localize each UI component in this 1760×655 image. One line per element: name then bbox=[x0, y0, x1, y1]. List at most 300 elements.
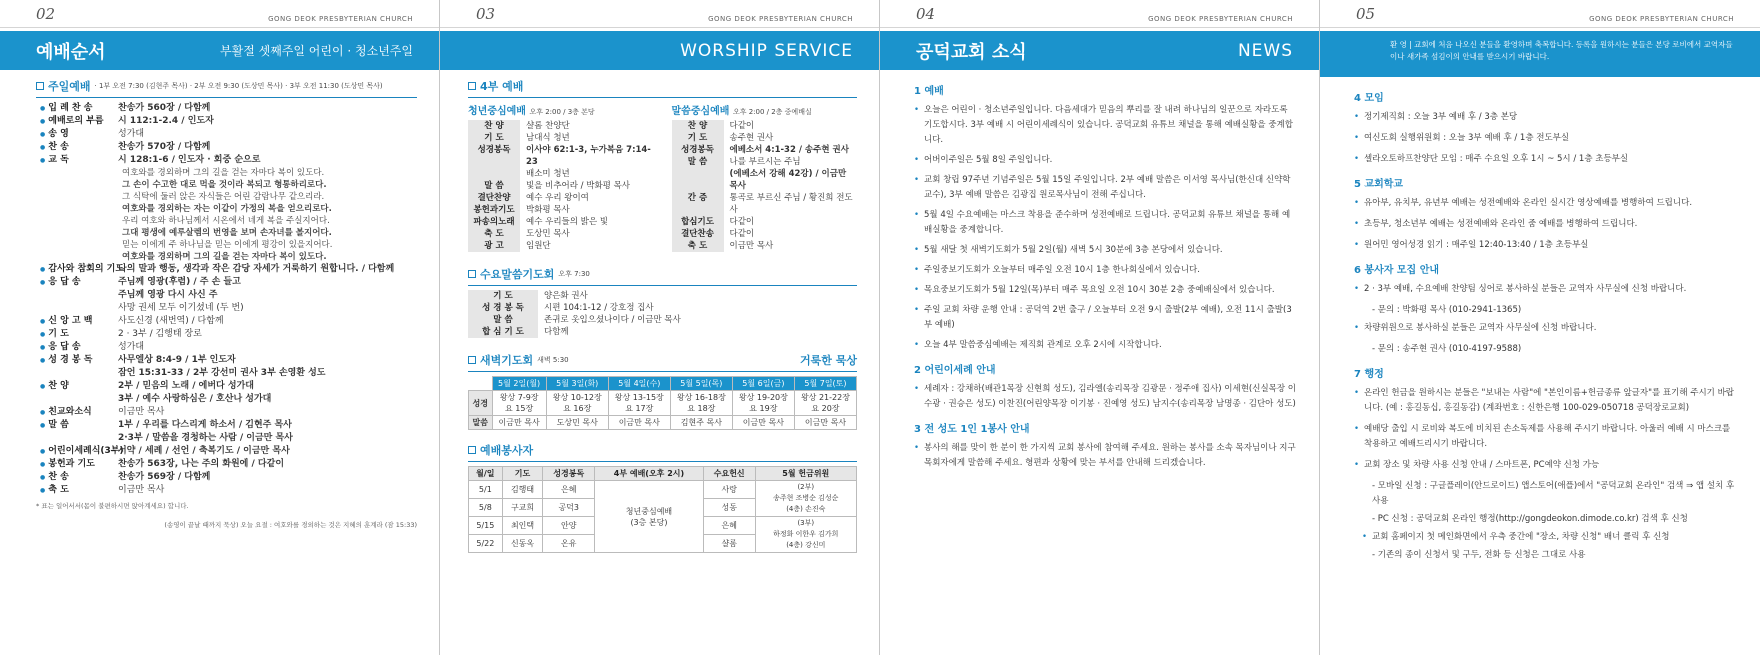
row-value: (에베소서 강해 42강) / 이금만 목사 bbox=[729, 169, 847, 191]
page-title: 예배순서 bbox=[36, 41, 106, 63]
square-bullet-icon bbox=[468, 446, 476, 454]
page-number: 02 bbox=[36, 5, 56, 23]
day-header: 5월 3일(화) bbox=[546, 377, 608, 391]
service-row bbox=[468, 314, 728, 326]
worship-row bbox=[36, 276, 417, 289]
worship-row bbox=[36, 141, 417, 154]
worship-row bbox=[36, 115, 417, 128]
row-label: ● 기 도 bbox=[40, 329, 69, 339]
preacher-cell: 이금만 목사 bbox=[608, 416, 670, 430]
running-head bbox=[440, 0, 879, 28]
row-value: 1부 / 우리를 다스리게 하소서 / 김현주 목사 bbox=[118, 420, 292, 430]
worship-row bbox=[36, 432, 417, 445]
fourth-service-cell: 청년중심예배 (3층 본당) bbox=[595, 481, 704, 553]
row-label: ● 찬 송 bbox=[40, 142, 69, 152]
list-item: - 문의 : 송주현 권사 (010-4197-9588) bbox=[1354, 342, 1738, 357]
bullet-icon: • bbox=[914, 443, 920, 453]
page-02 bbox=[0, 0, 440, 655]
page-number: 04 bbox=[916, 5, 936, 23]
news-list bbox=[1354, 196, 1738, 253]
service-row bbox=[672, 132, 858, 144]
service-row bbox=[672, 120, 858, 132]
band-label: NEWS bbox=[1237, 40, 1293, 61]
row-label bbox=[36, 432, 118, 445]
row-value: 찬송가 570장 / 다함께 bbox=[118, 142, 211, 152]
list-item: • 어버이주일은 5월 8일 주일입니다. bbox=[914, 153, 1297, 168]
row-label bbox=[468, 168, 520, 180]
bullet-icon: ● bbox=[40, 118, 46, 125]
row-value: 이금만 목사 bbox=[118, 407, 165, 417]
prayer-cell: 구교희 bbox=[502, 499, 543, 517]
worship-row bbox=[36, 471, 417, 484]
row-label bbox=[36, 302, 118, 315]
bullet-icon: • bbox=[1354, 154, 1360, 164]
row-value: 잠언 15:31-33 / 2부 강선미 권사 3부 손영환 성도 bbox=[118, 368, 326, 378]
scripture-cell: 왕상 21-22장 요 20장 bbox=[794, 391, 856, 416]
row-value: 샬롬 찬양단 bbox=[526, 121, 570, 131]
news-heading: 2 어린이세례 안내 bbox=[914, 365, 996, 376]
row-label: ● 찬 송 bbox=[40, 472, 69, 482]
list-item: • 교회 창립 97주년 기념주일은 5월 15일 주일입니다. 2부 예배 말씀은 이서영 목사님(한신대 신약학 교수), 3부 예배 말씀은 김광집 원로목사님이 전해 주십니다. bbox=[914, 173, 1297, 203]
list-item: • 예배당 출입 시 로비와 복도에 비치된 손소독제를 사용해 주시기 바랍니다. 아울러 예배 시 마스크를 착용하고 예배드리시기 바랍니다. bbox=[1354, 422, 1738, 452]
service-row bbox=[468, 168, 654, 180]
col-header: 기도 bbox=[502, 467, 543, 481]
footnote: (송영이 끝날 때까지 묵상) 오늘 요절 : 여호와를 경외하는 것은 지혜의 훈계라 (잠 15:33) bbox=[164, 521, 417, 529]
worship-row bbox=[36, 380, 417, 393]
service-row bbox=[468, 290, 728, 302]
service-row bbox=[672, 168, 858, 192]
worship-row bbox=[36, 393, 417, 406]
row-label: 기 도 bbox=[468, 132, 520, 144]
worship-row bbox=[36, 484, 417, 497]
news-heading: 7 행정 bbox=[1354, 369, 1384, 380]
service-row bbox=[468, 326, 728, 338]
row-label: ● 교 독 bbox=[40, 155, 69, 165]
bullet-icon: ● bbox=[40, 474, 46, 481]
row-value: 3부 / 예수 사랑하심은 / 호산나 성가대 bbox=[118, 394, 272, 404]
square-bullet-icon bbox=[468, 356, 476, 364]
row-label: ● 축 도 bbox=[40, 485, 69, 495]
news-list bbox=[914, 441, 1297, 471]
row-label: ● 성 경 봉 독 bbox=[40, 355, 93, 365]
order-of-worship bbox=[0, 70, 439, 529]
col-header: 월/일 bbox=[469, 467, 503, 481]
bullet-icon bbox=[1362, 303, 1372, 318]
dawn-prayer-table: 5월 2일(월) 5월 3일(화) 5월 4일(수) 5월 5일(목) 5월 6일(금) 5월 7일(토) 성경 왕상 7-9장 요 15장 왕상 10-12장 요 16장 왕상 13-15장 요 17장 왕상 16-18장 요 18장 왕상 19-20장 요 19장 왕상 21-22장 요 20장 말씀 이금만 목사 도상민 목사 이금만 목사 김현주 목사 이금만 목사 이금만 목사 bbox=[468, 376, 857, 430]
bullet-icon: • bbox=[1354, 219, 1360, 229]
bullet-icon: ● bbox=[40, 318, 46, 325]
row-value: 배소미 청년 bbox=[526, 169, 570, 179]
church-name: GONG DEOK PRESBYTERIAN CHURCH bbox=[708, 15, 853, 23]
preacher-cell: 도상민 목사 bbox=[546, 416, 608, 430]
row-value: 2·3부 / 말씀을 경청하는 사람 / 이금만 목사 bbox=[118, 433, 293, 443]
bullet-icon: ● bbox=[40, 279, 46, 286]
row-value: 이금만 목사 bbox=[118, 485, 165, 495]
section-title: 수요말씀기도회 오후 7:30 bbox=[468, 266, 857, 286]
responsive-line: 여호와를 경외하는 자는 이같이 가정의 복을 얻으리로다. bbox=[122, 204, 332, 214]
wed-cell: 샬롬 bbox=[703, 535, 755, 553]
row-label: 축 도 bbox=[468, 228, 520, 240]
bullet-icon: ● bbox=[40, 461, 46, 468]
worship-row bbox=[36, 263, 417, 276]
section-title: 4부 예배 bbox=[468, 78, 857, 98]
list-item: • 주일 교회 차량 운행 안내 : 공덕역 2번 출구 / 오늘부터 오전 9시 출발(2부 예배), 오전 11시 출발(3부 예배) bbox=[914, 303, 1297, 333]
row-label: ● 입 례 찬 송 bbox=[40, 103, 93, 113]
row-value: 이사야 62:1-3, 누가복음 7:14-23 bbox=[526, 145, 651, 167]
row-label: ● 친교와소식 bbox=[40, 407, 92, 417]
reading-cell: 공덕3 bbox=[543, 499, 595, 517]
service-row bbox=[468, 302, 728, 314]
row-value: 빛을 비추어라 / 박화평 목사 bbox=[526, 181, 630, 191]
list-item: • 여신도회 실행위원회 : 오늘 3부 예배 후 / 1층 전도부실 bbox=[1354, 131, 1738, 146]
list-item: • 오늘 4부 말씀중심예배는 제직회 관계로 오후 2시에 시작합니다. bbox=[914, 338, 1297, 353]
news-heading: 4 모임 bbox=[1354, 93, 1384, 104]
service-row bbox=[468, 120, 654, 132]
running-head bbox=[0, 0, 439, 28]
bullet-icon: • bbox=[914, 175, 920, 185]
preacher-cell: 이금만 목사 bbox=[492, 416, 546, 430]
day-header: 5월 6일(금) bbox=[732, 377, 794, 391]
scripture-cell: 왕상 13-15장 요 17장 bbox=[608, 391, 670, 416]
row-value: 다같이 bbox=[729, 229, 755, 239]
row-label: ● 봉헌과 기도 bbox=[40, 459, 95, 469]
square-bullet-icon bbox=[468, 82, 476, 90]
service-row bbox=[468, 132, 654, 144]
title-band bbox=[440, 31, 879, 70]
preacher-cell: 김현주 목사 bbox=[670, 416, 732, 430]
fourth-service bbox=[468, 102, 857, 252]
row-value: 예수 우리 왕이여 bbox=[526, 193, 589, 203]
list-item: • 오늘은 어린이 · 청소년주일입니다. 다음세대가 믿음의 뿌리를 잘 내려 하나님의 일꾼으로 자라도록 기도합시다. 3부 예배 시 어린이세례식이 있습니다. 공덕교회 유튜브 채널을 통해 예배실황을 중계합니다. bbox=[914, 103, 1297, 148]
worship-row bbox=[36, 328, 417, 341]
responsive-reading bbox=[36, 167, 417, 263]
youth-service: 청년중심예배 오후 2:00 / 3층 본당 찬 양 샬롬 찬양단 기 도 남대식 청년 성경봉독 이사야 62:1-3, 누가복음 7:14-23 배소미 청년 말 씀 빛을 비추어라 / 박화평 목사 결단찬양 예수 우리 왕이여 봉헌과기도 박화평 목사 파송의노래 예수 우리들의 밝은 빛 축 도 도상민 목사 광 고 임원단 bbox=[468, 102, 654, 252]
col-header: 4부 예배(오후 2시) bbox=[595, 467, 704, 481]
square-bullet-icon bbox=[36, 82, 44, 90]
bullet-icon: • bbox=[914, 340, 920, 350]
row-label: ● 예배로의 부름 bbox=[40, 116, 104, 126]
service-row bbox=[468, 216, 654, 228]
row-label: 합 심 기 도 bbox=[468, 326, 538, 338]
service-row bbox=[468, 204, 654, 216]
preacher-cell: 이금만 목사 bbox=[794, 416, 856, 430]
wed-cell: 성동 bbox=[703, 499, 755, 517]
row-label: ● 응 답 송 bbox=[40, 342, 81, 352]
welcome-band: 환 영 | 교회에 처음 나오신 분들을 환영하며 축복합니다. 등록을 원하시는 분들은 본당 로비에서 교역자들이나 새가족 섬김이의 안내를 받으시기 바랍니다. bbox=[1320, 31, 1760, 77]
section-title: 주일예배 · 1부 오전 7:30 (김현주 목사) · 2부 오전 9:30 (도상민 목사) · 3부 오전 11:30 (도상민 목사) bbox=[36, 78, 417, 98]
row-label: 말 씀 bbox=[468, 314, 538, 326]
bullet-icon: ● bbox=[40, 357, 46, 364]
list-item: • 온라인 헌금을 원하시는 분들은 "보내는 사람"에 "본인이름+헌금종류 앞글자"를 표기해 주시기 바랍니다. (예 : 홍길동십, 홍길동감) (계좌번호 : 신한은행 100-029-050718 공덕장로교회) bbox=[1354, 386, 1738, 416]
row-label: 결단찬양 bbox=[468, 192, 520, 204]
worship-row bbox=[36, 367, 417, 380]
bullet-icon: • bbox=[914, 210, 920, 220]
row-value: 다같이 bbox=[729, 217, 755, 227]
worship-rows-2 bbox=[36, 263, 417, 497]
row-value: 다같이 bbox=[729, 121, 755, 131]
worship-row bbox=[36, 289, 417, 302]
responsive-line: 그 손이 수고한 대로 먹을 것이라 복되고 형통하리로다. bbox=[122, 180, 327, 190]
row-value: 나를 부르시는 주님 bbox=[729, 157, 801, 167]
scripture-cell: 왕상 7-9장 요 15장 bbox=[492, 391, 546, 416]
prayer-cell: 김행태 bbox=[502, 481, 543, 499]
responsive-line: 믿는 이에게 주 하나님을 믿는 이에게 평강이 있을지어다. bbox=[122, 240, 333, 250]
list-item: • 목요중보기도회가 5월 12일(목)부터 매주 목요일 오전 10시 30분 2층 중예배실에서 있습니다. bbox=[914, 283, 1297, 298]
bullet-icon: • bbox=[1354, 460, 1360, 470]
row-value: 주님께 영광(후렴) / 주 손 들고 bbox=[118, 277, 241, 287]
worship-row bbox=[36, 128, 417, 141]
row-label: 광 고 bbox=[468, 240, 520, 252]
list-item: - PC 신청 : 공덕교회 온라인 행정(http://gongdeokon.dimode.co.kr) 검색 후 신청 bbox=[1354, 512, 1738, 527]
row-label bbox=[36, 367, 118, 380]
row-value: 2부 / 믿음의 노래 / 에버다 성가대 bbox=[118, 381, 254, 391]
row-value: 통곡로 부르신 주님 / 황진희 전도사 bbox=[729, 193, 853, 215]
bullet-icon: • bbox=[914, 285, 920, 295]
day-header: 5월 4일(수) bbox=[608, 377, 670, 391]
running-head bbox=[880, 0, 1319, 28]
dawn-motto: 거룩한 묵상 bbox=[800, 354, 857, 367]
offering-cell: (2부) 송주현 조병순 김성순 (4층) 손진숙 bbox=[755, 481, 856, 517]
title-band bbox=[880, 31, 1319, 70]
news-heading: 6 봉사자 모집 안내 bbox=[1354, 265, 1440, 276]
footnote: * 표는 일어서서(몸이 불편하시면 앉아계세요) 합니다. bbox=[36, 502, 189, 510]
list-item: • 5월 4일 수요예배는 마스크 착용을 준수하며 성전예배로 드립니다. 공덕교회 유튜브 채널을 통해 예배실황을 중계합니다. bbox=[914, 208, 1297, 238]
row-label: 결단찬송 bbox=[672, 228, 724, 240]
bullet-icon bbox=[1362, 342, 1372, 357]
bullet-icon: • bbox=[914, 245, 920, 255]
volunteer-table bbox=[468, 466, 857, 553]
responsive-line: 우리 여호와 하나님께서 시온에서 네게 복을 주실지어다. bbox=[122, 216, 330, 226]
row-label: 성 경 봉 독 bbox=[468, 302, 538, 314]
scripture-cell: 왕상 19-20장 요 19장 bbox=[732, 391, 794, 416]
prayer-cell: 최인택 bbox=[502, 517, 543, 535]
row-label: 합심기도 bbox=[672, 216, 724, 228]
row-value: 찬송가 569장 / 다함께 bbox=[118, 472, 211, 482]
bullet-icon: ● bbox=[40, 344, 46, 351]
row-value: 성가대 bbox=[118, 129, 145, 139]
church-name: GONG DEOK PRESBYTERIAN CHURCH bbox=[1589, 15, 1734, 23]
row-label bbox=[672, 168, 724, 192]
news-heading: 5 교회학교 bbox=[1354, 179, 1404, 190]
list-item: • 차량위원으로 봉사하실 분들은 교역자 사무실에 신청 바랍니다. bbox=[1354, 321, 1738, 336]
bullet-icon: • bbox=[1354, 424, 1360, 434]
bullet-icon: ● bbox=[40, 157, 46, 164]
row-value: 송주현 권사 bbox=[729, 133, 774, 143]
news-list bbox=[914, 103, 1297, 353]
row-label: 성경봉독 bbox=[672, 144, 724, 156]
list-item: • 5월 새달 첫 새벽기도회가 5월 2일(월) 새벽 5시 30분에 3층 본당에서 있습니다. bbox=[914, 243, 1297, 258]
row-label bbox=[36, 393, 118, 406]
wednesday-rows bbox=[468, 290, 728, 338]
row-label: ● 찬 양 bbox=[40, 381, 69, 391]
page-04 bbox=[880, 0, 1320, 655]
service-row bbox=[468, 240, 654, 252]
list-item: - 문의 : 박화평 목사 (010-2941-1365) bbox=[1354, 303, 1738, 318]
row-value: 예수 우리들의 밝은 빛 bbox=[526, 217, 609, 227]
day-header: 5월 2일(월) bbox=[492, 377, 546, 391]
row-label: ● 응 답 송 bbox=[40, 277, 81, 287]
news-list bbox=[1354, 386, 1738, 563]
bullet-icon: ● bbox=[40, 144, 46, 151]
service-row bbox=[672, 192, 858, 216]
list-item: • 세례자 : 강채하(배관1목장 신현희 성도), 김라엘(송리목장 김광문 · 정주애 집사) 이세현(신실목장 이수광 · 권승은 성도) 이찬진(어린양목장 이기봉 · 진예영 성도) 남지수(송리목장 남명종 · 김단아 성도) bbox=[914, 382, 1297, 412]
bullet-icon: ● bbox=[40, 409, 46, 416]
news-heading: 3 전 성도 1인 1봉사 안내 bbox=[914, 424, 1030, 435]
row-value: 주님께 영광 다시 사신 주 bbox=[118, 290, 218, 300]
running-head bbox=[1320, 0, 1760, 28]
page-subtitle: 부활절 셋째주일 어린이 · 청소년주일 bbox=[220, 44, 413, 58]
list-item: • 정기제직회 : 오늘 3부 예배 후 / 3층 본당 bbox=[1354, 110, 1738, 125]
list-item: - 모바일 신청 : 구글플레이(안드로이드) 앱스토어(애플)에서 "공덕교회 온라인" 검색 ⇒ 앱 설치 후 사용 bbox=[1354, 479, 1738, 509]
service-times: · 1부 오전 7:30 (김현주 목사) · 2부 오전 9:30 (도상민 목사) · 3부 오전 11:30 (도상민 목사) bbox=[94, 82, 383, 90]
row-value: 서약 / 세례 / 선언 / 축복기도 / 이금만 목사 bbox=[118, 446, 290, 456]
row-label: 찬 양 bbox=[468, 120, 520, 132]
list-item: • 봉사의 해를 맞이 한 분이 한 가지씩 교회 봉사에 참여해 주세요. 원하는 봉사를 소속 목자님이나 지구 목회자에게 말씀해 주세요. 형편과 상황에 맞는 부서를 안내해 드리겠습니다. bbox=[914, 441, 1297, 471]
row-value: 사망 권세 모두 이기셨네 (두 번) bbox=[118, 303, 244, 313]
date-cell: 5/8 bbox=[469, 499, 503, 517]
row-value: 다함께 bbox=[544, 327, 569, 337]
list-item: • 주일중보기도회가 오늘부터 매주일 오전 10시 1층 한나회실에서 있습니다. bbox=[914, 263, 1297, 278]
row-label: ● 신 앙 고 백 bbox=[40, 316, 93, 326]
reading-cell: 은혜 bbox=[543, 481, 595, 499]
row-value: 찬송가 563장, 나는 주의 화원에 / 다같이 bbox=[118, 459, 285, 469]
page-number: 03 bbox=[476, 5, 496, 23]
row-label: 간 증 bbox=[672, 192, 724, 216]
reading-cell: 안양 bbox=[543, 517, 595, 535]
responsive-line: 그 식탁에 둘러 앉은 자식들은 어린 감람나무 같으리라. bbox=[122, 192, 325, 202]
row-value: 찬송가 560장 / 다함께 bbox=[118, 103, 211, 113]
word-service: 말씀중심예배 오후 2:00 / 2층 중예배실 찬 양 다같이 기 도 송주현 권사 성경봉독 에베소서 4:1-32 / 송주현 권사 말 씀 나를 부르시는 주님 (에베소서 강해 42강) / 이금만 목사 간 증 통곡로 부르신 주님 / 황진희 전도사 합심기도 다같이 결단찬송 다같이 축 도 이금만 목사 bbox=[672, 102, 858, 252]
row-label: 기 도 bbox=[468, 290, 538, 302]
bullet-icon: • bbox=[914, 305, 920, 315]
service-row bbox=[672, 228, 858, 240]
bullet-icon: • bbox=[1354, 388, 1360, 398]
responsive-line: 여호와를 경외하며 그의 길을 걷는 자마다 복이 있도다. bbox=[122, 252, 327, 262]
worship-row bbox=[36, 154, 417, 167]
row-label: ● 말 씀 bbox=[40, 420, 69, 430]
row-label: ● 어린이세례식(3부) bbox=[40, 446, 124, 456]
news-list bbox=[914, 382, 1297, 412]
worship-rows bbox=[36, 102, 417, 167]
row-value: 시편 104:1-12 / 강호정 집사 bbox=[544, 303, 654, 313]
preacher-cell: 이금만 목사 bbox=[732, 416, 794, 430]
church-name: GONG DEOK PRESBYTERIAN CHURCH bbox=[268, 15, 413, 23]
service-row bbox=[468, 180, 654, 192]
row-value: 성가대 bbox=[118, 342, 145, 352]
bullet-icon: • bbox=[1354, 133, 1360, 143]
row-value: 도상민 목사 bbox=[526, 229, 570, 239]
row-value: 임원단 bbox=[526, 241, 551, 251]
list-item: • 유아부, 유치부, 유년부 예배는 성전예배와 온라인 실시간 영상예배를 병행하여 드립니다. bbox=[1354, 196, 1738, 211]
service-row bbox=[672, 156, 858, 168]
col-header: 5월 헌금위원 bbox=[755, 467, 856, 481]
bullet-icon bbox=[1362, 512, 1372, 527]
row-label: 봉헌과기도 bbox=[468, 204, 520, 216]
list-item: • 원어민 영어성경 읽기 : 매주일 12:40-13:40 / 1층 초등부실 bbox=[1354, 238, 1738, 253]
church-name: GONG DEOK PRESBYTERIAN CHURCH bbox=[1148, 15, 1293, 23]
bullet-icon: ● bbox=[40, 448, 46, 455]
row-value: 시 112:1-2.4 / 인도자 bbox=[118, 116, 214, 126]
title-band bbox=[0, 31, 439, 70]
row-value: 나의 말과 행동, 생각과 작은 감당 자세가 거룩하기 원합니다. / 다함께 bbox=[118, 264, 395, 274]
row-value: 에베소서 4:1-32 / 송주현 권사 bbox=[729, 145, 849, 155]
page-number: 05 bbox=[1356, 5, 1376, 23]
table-row bbox=[469, 481, 857, 499]
worship-row bbox=[36, 419, 417, 432]
worship-row bbox=[36, 315, 417, 328]
worship-row bbox=[36, 354, 417, 367]
row-label bbox=[36, 289, 118, 302]
worship-row bbox=[36, 458, 417, 471]
bullet-icon: • bbox=[1354, 198, 1360, 208]
bullet-icon bbox=[1362, 548, 1372, 563]
row-label: ● 감사와 참회의 기도 bbox=[40, 264, 125, 274]
date-cell: 5/15 bbox=[469, 517, 503, 535]
row-value: 2 · 3부 / 김행태 장로 bbox=[118, 329, 202, 339]
row-label: 말 씀 bbox=[672, 156, 724, 168]
news-list bbox=[1354, 282, 1738, 357]
row-label: 기 도 bbox=[672, 132, 724, 144]
responsive-line: 그대 평생에 예루살렘의 번영을 보며 손자녀를 볼지어다. bbox=[122, 228, 332, 238]
bullet-icon: ● bbox=[40, 131, 46, 138]
bullet-icon bbox=[1362, 479, 1372, 509]
col-header: 수요헌신 bbox=[703, 467, 755, 481]
worship-row bbox=[36, 445, 417, 458]
row-label: 축 도 bbox=[672, 240, 724, 252]
news-list bbox=[1354, 110, 1738, 167]
reading-cell: 온유 bbox=[543, 535, 595, 553]
bullet-icon: ● bbox=[40, 487, 46, 494]
date-cell: 5/22 bbox=[469, 535, 503, 553]
row-value: 남대식 청년 bbox=[526, 133, 570, 143]
list-item: • 초등부, 청소년부 예배는 성전예배와 온라인 줌 예배를 병행하여 드립니다. bbox=[1354, 217, 1738, 232]
row-label: ● 송 영 bbox=[40, 129, 69, 139]
bullet-icon: • bbox=[914, 105, 920, 115]
page-title: WORSHIP SERVICE bbox=[680, 40, 853, 61]
page-title: 공덕교회 소식 bbox=[916, 41, 1027, 63]
worship-row bbox=[36, 341, 417, 354]
service-row bbox=[468, 228, 654, 240]
section-title: 예배봉사자 bbox=[468, 442, 857, 462]
row-value: 이금만 목사 bbox=[729, 241, 774, 251]
bullet-icon: ● bbox=[40, 331, 46, 338]
list-item: • 셀라오토하프찬양단 모임 : 매주 수요일 오후 1시 ~ 5시 / 1층 초등부실 bbox=[1354, 152, 1738, 167]
bullet-icon: ● bbox=[40, 105, 46, 112]
bullet-icon: • bbox=[914, 155, 920, 165]
scripture-cell: 왕상 10-12장 요 16장 bbox=[546, 391, 608, 416]
page-05 bbox=[1320, 0, 1760, 655]
bullet-icon: • bbox=[1354, 284, 1360, 294]
service-row bbox=[468, 192, 654, 204]
day-header: 5월 7일(토) bbox=[794, 377, 856, 391]
row-value: 사무엘상 8:4-9 / 1부 인도자 bbox=[118, 355, 236, 365]
row-value: 박화평 목사 bbox=[526, 205, 570, 215]
col-header: 성경봉독 bbox=[543, 467, 595, 481]
row-label: 파송의노래 bbox=[468, 216, 520, 228]
responsive-line: 여호와를 경외하며 그의 길을 걷는 자마다 복이 있도다. bbox=[122, 168, 325, 178]
prayer-cell: 신동옥 bbox=[502, 535, 543, 553]
list-item: - 기존의 종이 신청서 및 구두, 전화 등 신청은 그대로 사용 bbox=[1354, 548, 1738, 563]
day-header: 5월 5일(목) bbox=[670, 377, 732, 391]
service-row bbox=[672, 240, 858, 252]
wed-cell: 사랑 bbox=[703, 481, 755, 499]
row-value: 사도신경 (새번역) / 다함께 bbox=[118, 316, 224, 326]
bullet-icon: ● bbox=[40, 383, 46, 390]
worship-row bbox=[36, 102, 417, 115]
list-item: • 2 · 3부 예배, 수요예배 찬양팀 싱어로 봉사하실 분들은 교역자 사무실에 신청 바랍니다. bbox=[1354, 282, 1738, 297]
service-row bbox=[468, 144, 654, 168]
bullet-icon: • bbox=[1354, 112, 1360, 122]
